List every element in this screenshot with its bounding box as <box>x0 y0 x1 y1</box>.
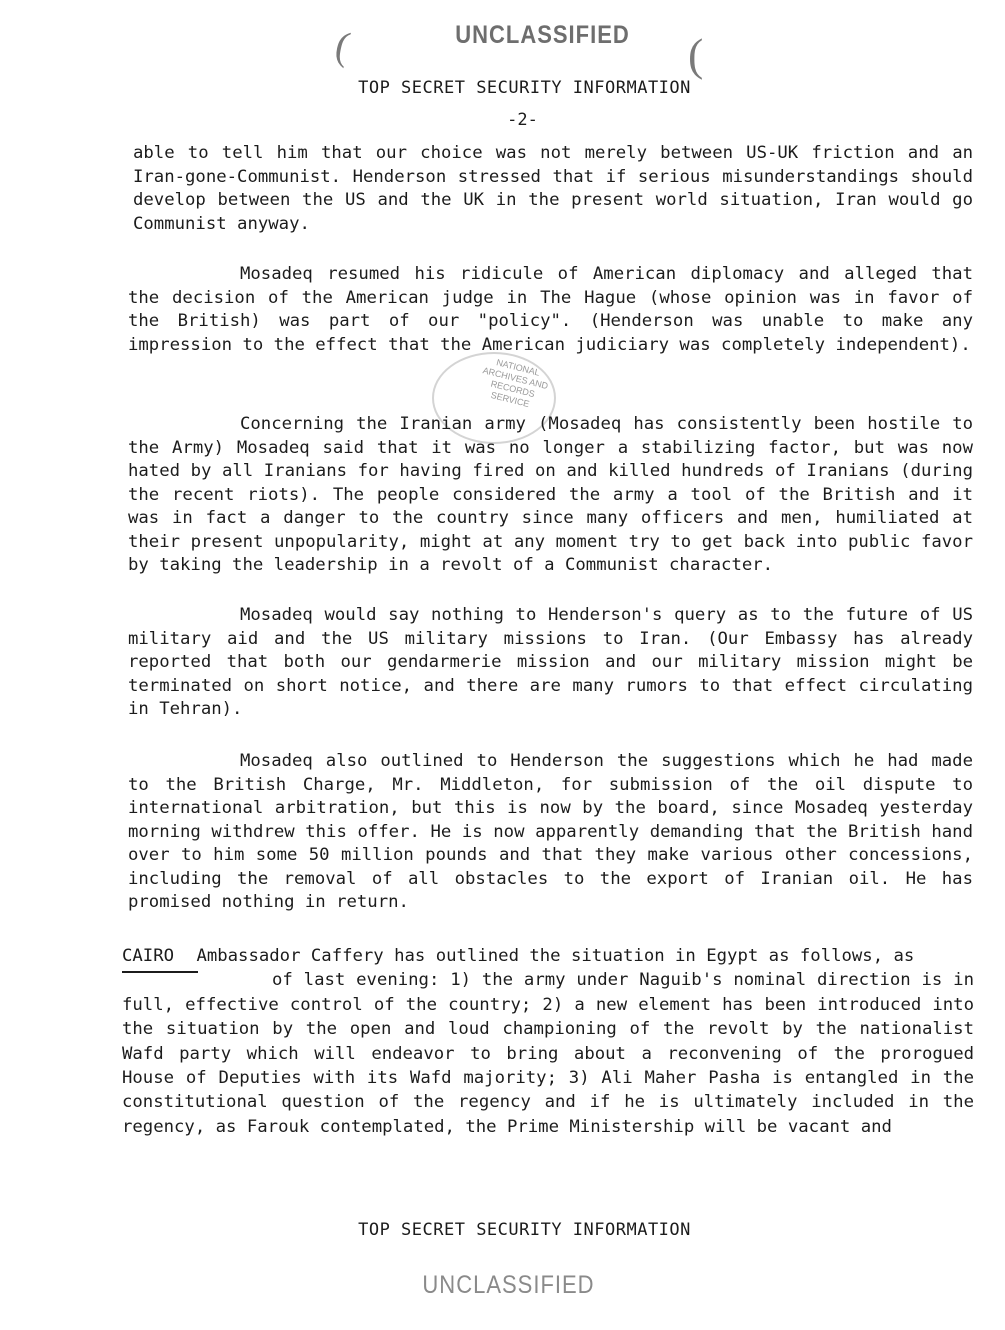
cairo-heading: CAIRO <box>122 946 175 966</box>
handwritten-mark-right: ( <box>688 29 704 80</box>
cairo-body: of last evening: 1) the army under Naguib's nominal direction is in full, effective control of the country; 2) a new element has been introduced into the situation by the open and loud championing of the revolt by the nationalist Wafd party which will endeavor to bring about a reconvening of the prorogued House of Deputies with its Wafd majority; 3) Ali Maher Pasha is entangled in the constitutional question of the regency and if he is ultimately included in the regency, as Farouk contemplated, the Prime Ministership will be vacant and <box>122 970 974 1137</box>
paragraph-5: Mosadeq also outlined to Henderson the suggestions which he had made to the British Charge, Mr. Middleton, for submission of the oil dispute to international arbitration, but this is now by the board, since Mosadeq yesterday morning withdrew this offer. He is now apparently demanding that the British hand over to him some 50 million pounds and that they make various other concessions, including the removal of all obstacles to the export of Iranian oil. He has promised nothing in return. <box>128 751 973 912</box>
unclassified-stamp-top: UNCLASSIFIED <box>455 20 630 49</box>
classification-footer-text: TOP SECRET SECURITY INFORMATION <box>358 1220 691 1240</box>
classification-footer <box>22 1220 1005 1240</box>
paragraph-2: Mosadeq resumed his ridicule of American diplomacy and alleged that the decision of the American judge in The Hague (whose opinion was in favor of the British) was part of our "policy". (Henderson was unable to make any impression to the effect that the American judiciary was completely independent). <box>128 264 973 355</box>
paragraph-1: able to tell him that our choice was not merely between US-UK friction and an Iran-gone-Communist. Henderson stressed that if serious misunderstandings should develop between the US and the UK in the present world situation, Iran would go Communist anyway. <box>133 143 973 234</box>
unclassified-stamp-bottom: UNCLASSIFIED <box>422 1270 595 1299</box>
cairo-first-line: Ambassador Caffery has outlined the situation in Egypt as follows, as <box>196 946 915 966</box>
classification-header <box>22 78 1005 98</box>
page-number: -2- <box>507 110 538 130</box>
cairo-heading-underline <box>122 971 198 973</box>
archive-seal-text: NATIONAL ARCHIVES AND RECORDS SERVICE <box>481 357 550 410</box>
paragraph-4: Mosadeq would say nothing to Henderson's query as to the future of US military aid and the US military missions to Iran. (Our Embassy has already reported that both our gendarmerie mission and our military mission might be terminated on short notice, and there are many rumors to that effect circulating in Tehran). <box>128 605 973 719</box>
classification-header-text: TOP SECRET SECURITY INFORMATION <box>358 78 691 98</box>
paragraph-3: Concerning the Iranian army (Mosadeq has consistently been hostile to the Army) Mosadeq said that it was no longer a stabilizing factor, but was now hated by all Iranians for having fired on and killed hundreds of Iranians (during the recent riots). The people considered the army a tool of the British and it was in fact a danger to the country since many officers and men, humiliated at their present unpopularity, might at any moment try to get back into public favor by taking the leadership in a revolt of a Communist character. <box>128 414 973 575</box>
cairo-section <box>122 944 974 1139</box>
handwritten-mark-left: ( <box>331 22 354 69</box>
